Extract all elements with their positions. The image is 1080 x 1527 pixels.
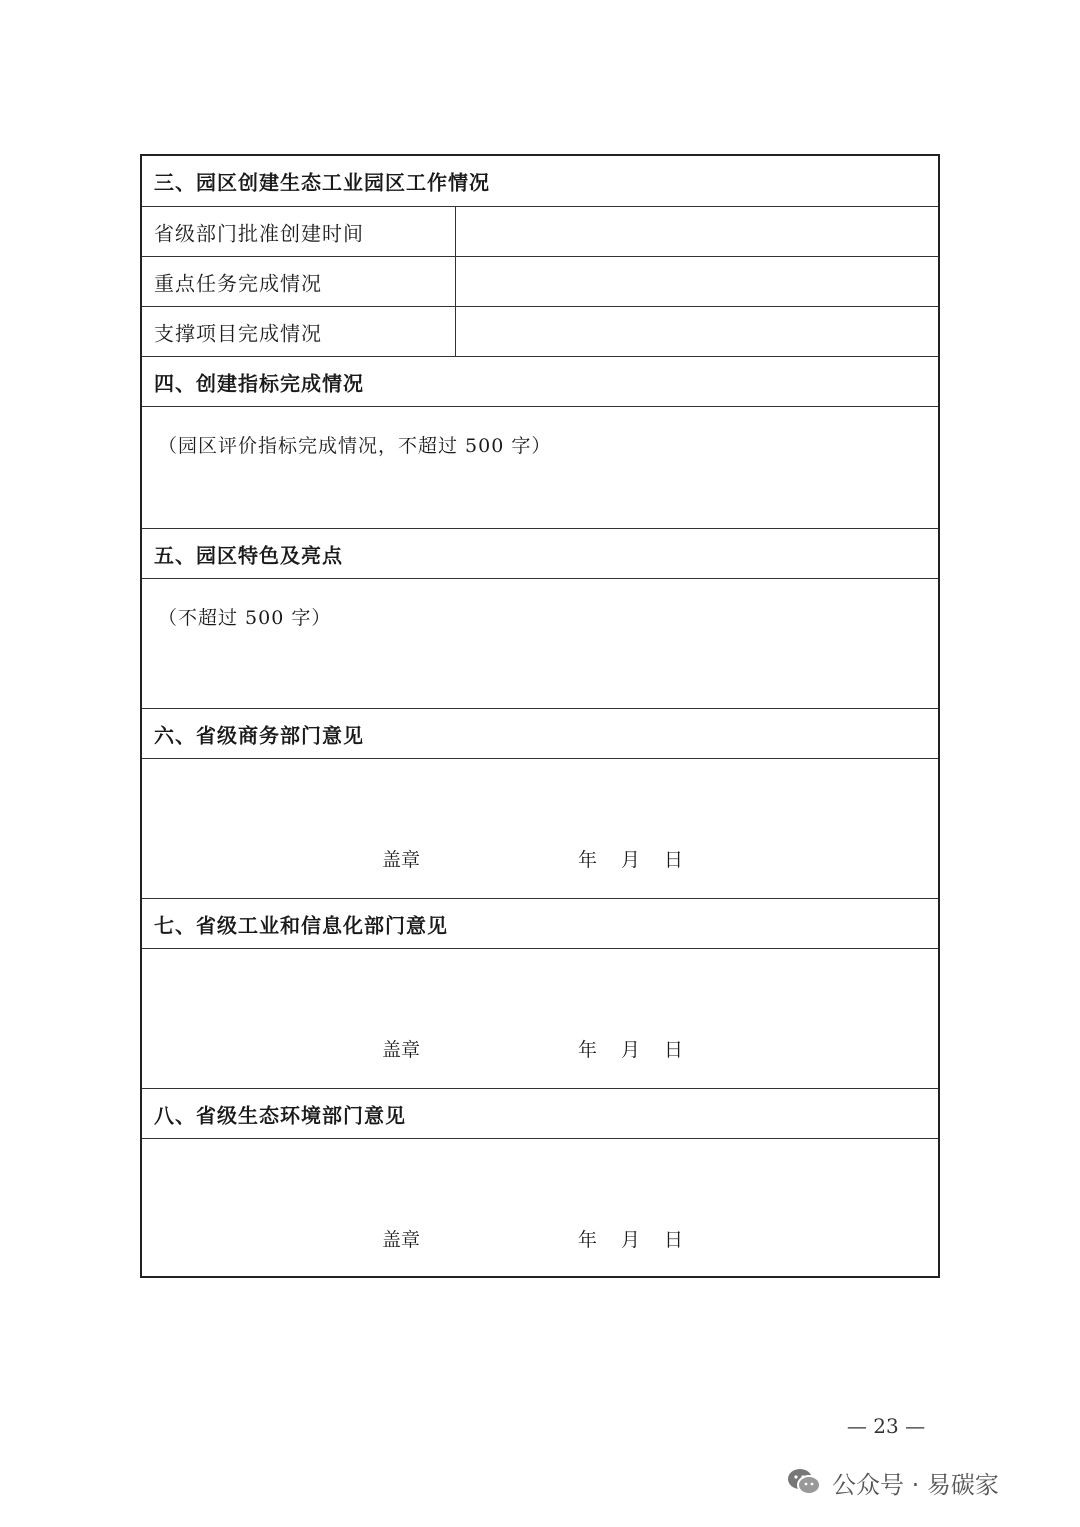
section3-heading: 三、园区创建生态工业园区工作情况 xyxy=(154,170,490,195)
approval-time-field[interactable] xyxy=(458,207,938,256)
column-divider xyxy=(455,257,456,306)
date-line xyxy=(578,1035,683,1062)
table-row xyxy=(142,207,938,257)
section7-heading: 七、省级工业和信息化部门意见 xyxy=(154,913,448,937)
support-projects-field[interactable] xyxy=(458,307,938,356)
section8-header-row xyxy=(142,1089,938,1139)
date-line xyxy=(578,1225,683,1252)
section6-content[interactable] xyxy=(142,759,938,899)
date-line xyxy=(578,845,683,872)
watermark xyxy=(786,1462,999,1502)
section6-header-row xyxy=(142,709,938,759)
section3-header-row xyxy=(142,156,938,207)
day-label: 日 xyxy=(664,1229,684,1251)
day-label: 日 xyxy=(664,1039,684,1061)
section7-header-row xyxy=(142,899,938,949)
seal-label: 盖章 xyxy=(382,849,421,871)
section4-header-row xyxy=(142,357,938,407)
month-label: 月 xyxy=(621,849,641,871)
table-row xyxy=(142,257,938,307)
day-label: 日 xyxy=(664,849,684,871)
year-label: 年 xyxy=(578,1229,598,1251)
year-label: 年 xyxy=(578,1039,598,1061)
section4-heading: 四、创建指标完成情况 xyxy=(154,371,364,395)
application-form-table xyxy=(140,154,940,1278)
month-label: 月 xyxy=(621,1039,641,1061)
year-label: 年 xyxy=(578,849,598,871)
column-divider xyxy=(455,307,456,356)
table-row xyxy=(142,307,938,357)
section8-heading: 八、省级生态环境部门意见 xyxy=(154,1103,406,1127)
page-number: — 23 — xyxy=(846,1414,926,1438)
month-label: 月 xyxy=(621,1229,641,1251)
section4-note: （园区评价指标完成情况，不超过 500 字） xyxy=(158,435,552,457)
section5-heading: 五、园区特色及亮点 xyxy=(154,543,343,567)
column-divider xyxy=(455,207,456,256)
seal-label: 盖章 xyxy=(382,1039,421,1061)
support-projects-label: 支撑项目完成情况 xyxy=(154,321,322,345)
key-tasks-field[interactable] xyxy=(458,257,938,306)
section4-content[interactable] xyxy=(142,407,938,529)
key-tasks-label: 重点任务完成情况 xyxy=(154,271,322,295)
seal-label: 盖章 xyxy=(382,1229,421,1251)
watermark-text: 公众号 · 易碳家 xyxy=(832,1470,999,1499)
section7-content[interactable] xyxy=(142,949,938,1089)
section5-header-row xyxy=(142,529,938,579)
section5-content[interactable] xyxy=(142,579,938,709)
section8-content[interactable] xyxy=(142,1139,938,1276)
section6-heading: 六、省级商务部门意见 xyxy=(154,723,364,747)
section5-note: （不超过 500 字） xyxy=(158,607,332,629)
wechat-icon xyxy=(786,1466,822,1498)
approval-time-label: 省级部门批准创建时间 xyxy=(154,221,364,245)
